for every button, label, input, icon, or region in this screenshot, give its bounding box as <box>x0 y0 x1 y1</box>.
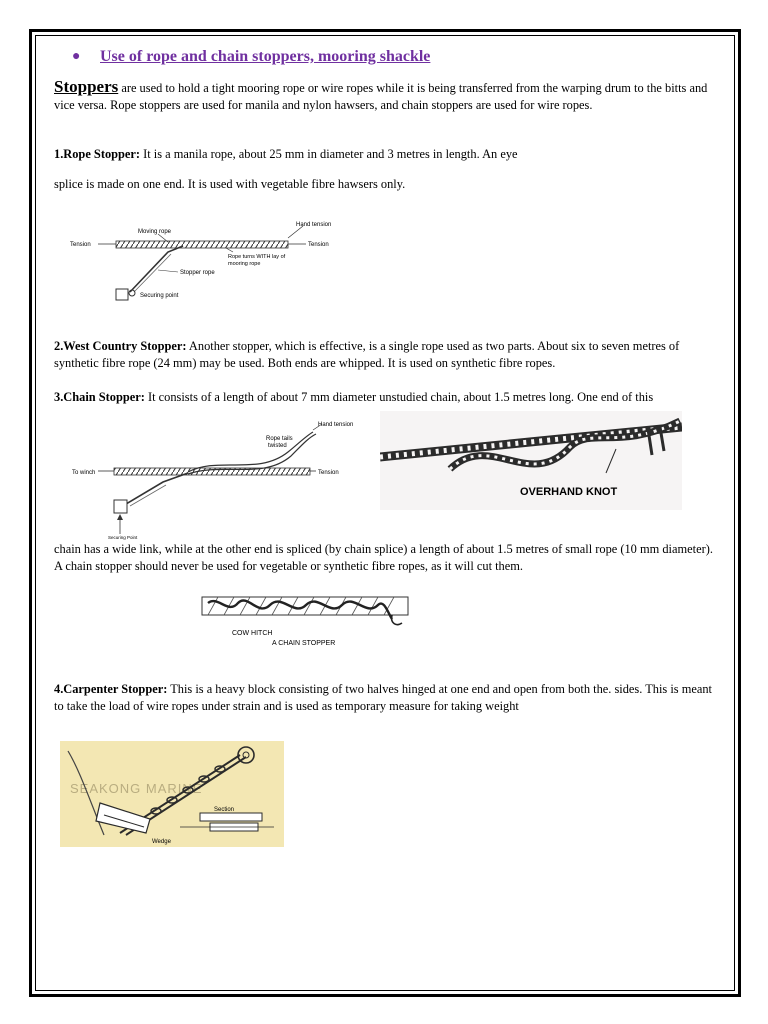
label-twisted: twisted <box>268 443 287 449</box>
label-hand-tension: Hand tension <box>296 222 332 228</box>
label-mooring-rope: mooring rope <box>228 261 261 267</box>
label-watermark: SEAKONG MARINE <box>70 781 203 796</box>
label-to-winch: To winch <box>72 470 96 476</box>
chain-stopper-paragraph: 3.Chain Stopper: It consists of a length of about 7 mm diameter unstudied chain, about 1.5 metres long. One end of this <box>54 390 654 404</box>
west-country-paragraph: 2.West Country Stopper: Another stopper, which is effective, is a single rope used as two parts. About six to seven metres of synthetic fibre rope (24 mm) may be used. Both ends are whipped. It is used on synthetic fibre ropes. <box>54 339 680 370</box>
label-securing-point-2: Securing Point <box>108 535 138 540</box>
label-overhand-knot: OVERHAND KNOT <box>520 486 618 498</box>
label-securing-point: Securing point <box>140 293 179 299</box>
chain-stopper-figure <box>198 589 412 651</box>
rope-stopper-figure <box>58 212 340 304</box>
label-rope-tails: Rope tails <box>266 436 293 442</box>
west-country-figure <box>58 416 376 540</box>
chain-stopper-paragraph-2: chain has a wide link, while at the other end is spliced (by chain splice) a length of about 1.5 metres of small rope (10 mm diameter). A chain stopper should never be used for vegetable or synthetic fibre ropes, as it will cut them. <box>54 542 713 573</box>
label-section: Section <box>214 807 235 813</box>
lead-word: Stoppers <box>54 77 119 96</box>
carpenter-stopper-figure <box>60 741 284 847</box>
label-a-chain-stopper: A CHAIN STOPPER <box>272 640 336 647</box>
label-tension-right: Tension <box>308 242 329 248</box>
intro-paragraph: Stoppers are used to hold a tight mooring rope or wire ropes while it is being transferred from the warping drum to the bitts and vice versa. Rope stoppers are used for manila and nylon hawsers, and chain stoppers are used for wire ropes. <box>54 77 708 112</box>
label-hand-tension-2: Hand tension <box>318 422 354 428</box>
label-cow-hitch: COW HITCH <box>232 630 273 637</box>
label-rope-turns: Rope turns WITH lay of <box>228 254 286 260</box>
label-wedge: Wedge <box>152 839 171 845</box>
overhand-knot-figure <box>380 411 682 510</box>
bullet-icon: ● <box>72 49 81 64</box>
rope-stopper-paragraph-2: splice is made on one end. It is used with vegetable fibre hawsers only. <box>54 177 406 191</box>
label-tension-2: Tension <box>318 470 339 476</box>
label-moving-rope: Moving rope <box>138 229 172 235</box>
label-stopper-rope: Stopper rope <box>180 270 215 276</box>
label-tension-left: Tension <box>70 242 91 248</box>
rope-stopper-paragraph: 1.Rope Stopper: It is a manila rope, about 25 mm in diameter and 3 metres in length. An eye <box>54 147 518 161</box>
carpenter-paragraph: 4.Carpenter Stopper: This is a heavy block consisting of two halves hinged at one end and open from both the. sides. This is meant to take the load of wire ropes under strain and is used as temporary measure for taking weight <box>54 682 712 713</box>
section-heading: ● Use of rope and chain stoppers, mooring shackle <box>72 48 431 65</box>
